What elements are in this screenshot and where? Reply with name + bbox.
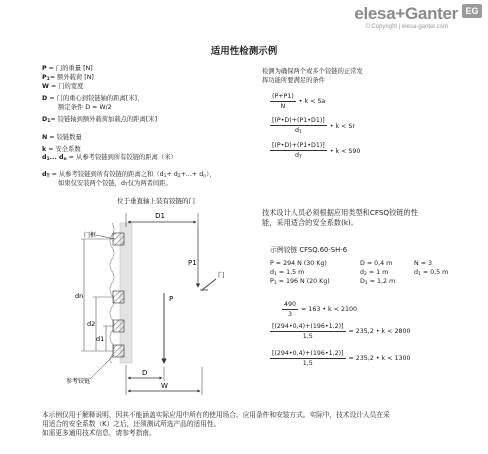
calc-sr: $\frac{[(294•0,4)+(196•1,2)]}{1,5}$ = 235,2 • k < 2800 <box>272 323 411 340</box>
brand-logo: elesa+Ganter <box>354 4 458 23</box>
door-hinge-diagram <box>40 195 260 400</box>
check-intro: 检测为确保两个或多个铰链的正常发 挥功能所要满足的条件 <box>262 68 363 84</box>
calc-s90: $\frac{[(294•0,4)+(196•1,2)]}{1,5}$ = 235,2 • k < 1300 <box>272 350 411 367</box>
hinge-upper-middle <box>113 291 124 303</box>
hinge-reference <box>113 345 124 357</box>
def-d1: $D_1=$ 铰链轴到额外载荷加载点的距离[米] <box>42 116 158 125</box>
d2-dimension-label: d2 <box>87 320 96 328</box>
def-p: P = 门的重量 [N] <box>42 65 93 72</box>
example-values: P = 294 N (30 Kg) D = 0,4 m N = 3 $d_1 = 1,5$ m $d_2 = 1$ m $d_1 = 0,5$ m $P_1 = 196$ N (20 Kg) $D_1 = 1,2$ m <box>270 260 449 286</box>
footer-note: 本示例仅用于解释说明，因其不能涵盖实际应用中所有的使用场合、应用条件和安装方式。实际中，技术设计人员在采 用适合的安全系数（K）之后，还须测试所选产品的适用性。 如需更多通用技术信息，请参考指南。 <box>42 411 390 438</box>
def-w: W = 门的宽度 <box>42 82 84 90</box>
door-label: 门 <box>218 271 225 279</box>
def-n: N = 铰链数量 <box>42 134 82 142</box>
formula-s90: $\frac{[(P•D)+(P1•D1)]}{d_T}$ • k < S90 <box>272 142 361 160</box>
door-frame-label: 门框 <box>84 232 97 239</box>
hinge-lower-middle <box>113 320 124 332</box>
def-dt: $d_T$ = 从参考铰链到所有铰链的距离之和$(d_1+ d_2+...+ d_n)$， 如果仅安装两个铰链，$d_T$仅为两者间距。 <box>42 171 216 189</box>
p1-label: P1 <box>188 259 197 267</box>
def-k: k = 安全系数 <box>42 145 81 153</box>
diagram-caption: 位于垂直轴上装有铰链的门 <box>117 197 195 205</box>
formula-sa: $\frac{(P+P1)}{N}$ • k < Sa <box>272 93 326 110</box>
p-label: P <box>169 295 174 303</box>
d1-height-label: d1 <box>96 335 105 343</box>
eg-badge: EG <box>462 4 482 18</box>
def-d: D = 门的重心到铰链轴的距离[米]、 额定条件 D = W/2 <box>42 95 144 111</box>
copyright-text: © Copyright | elesa-ganter.com <box>365 24 448 30</box>
safety-note: 技术设计人员必须根据应用类型和CFSQ铰链的性 能，采用适合的安全系数(k)。 <box>262 208 418 227</box>
w-dimension-label: W <box>161 382 168 390</box>
page-title: 适用性检测示例 <box>210 46 278 57</box>
example-heading: 示例铰链 CFSQ.60-SH-6 <box>270 246 348 254</box>
calc-sa: $\frac{490}{3}$ = 163 • k < 2100 <box>284 301 357 318</box>
d-dimension-label: D <box>142 369 148 377</box>
formula-sr: $\frac{[(P•D)+(P1•D1)]}{d_1}$ • k < Sr <box>272 117 355 135</box>
dn-dimension-label: dn <box>75 292 84 300</box>
def-p1: $P_1=$ 额外载荷 [N] <box>42 73 94 82</box>
d1-dimension-label: D1 <box>155 212 165 220</box>
def-dn: $d_1$... $d_n$ = 从参考铰链到所有铰链的距离（米） <box>42 154 177 163</box>
reference-hinge-label: 参考铰链 <box>66 378 91 385</box>
definitions-list <box>42 65 216 189</box>
